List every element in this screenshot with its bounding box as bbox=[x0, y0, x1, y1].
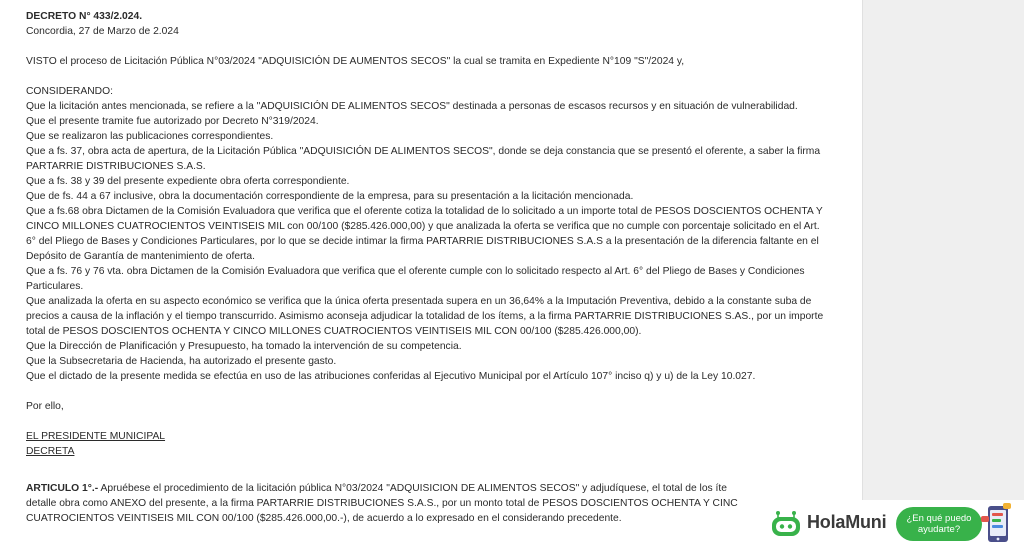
articulo-text: CUATROCIENTOS VEINTISEIS MIL CON 00/100 ($285.426.000,00.-), de acuerdo a lo expresado en el considerando precedente. bbox=[26, 513, 622, 524]
considerando-heading: CONSIDERANDO: bbox=[26, 86, 113, 97]
considerando-item: Que analizada la oferta en su aspecto económico se verifica que la única oferta presentada supera en un 36,64% a la Imputación Preventiva, debido a la constante suba de precios a causa de la inflación y el tiempo transcurrido. Asimismo aconseja adjudicar la totalidad de los ítems, a la firma PARTARRIE DISTRIBUCIONES S.AS., por un importe total de PESOS DOSCIENTOS OCHENTA Y CINCO MILLONES CUATROCIENTOS VEINTISEIS MIL CON 00/100 ($285.426.000,00). bbox=[26, 296, 824, 337]
considerando-item: Que a fs. 76 y 76 vta. obra Dictamen de la Comisión Evaluadora que verifica que el oferente cumple con lo solicitado respecto al Art. 6° del Pliego de Bases y Condiciones Particulares. bbox=[26, 266, 805, 292]
articulo-label: ARTICULO 1°.- bbox=[26, 483, 99, 494]
decreta-heading: DECRETA bbox=[26, 446, 75, 457]
articulo-1 bbox=[26, 481, 758, 496]
considerando-item: Que de fs. 44 a 67 inclusive, obra la documentación correspondiente de la empresa, para su presentación a la licitación mencionada. bbox=[26, 191, 634, 202]
page-background bbox=[863, 0, 1024, 555]
decree-number: DECRETO N° 433/2.024. bbox=[26, 11, 143, 22]
bubble-line: ayudarte? bbox=[917, 524, 961, 535]
place-date: Concordia, 27 de Marzo de 2.024 bbox=[26, 26, 179, 37]
phone-chat-icon bbox=[980, 502, 1012, 546]
articulo-text: detalle obra como ANEXO del presente, a la firma PARTARRIE DISTRIBUCIONES S.A.S., por un monto total de PESOS DOSCIENTOS OCHENTA Y CINC bbox=[26, 498, 738, 509]
visto-paragraph: VISTO el proceso de Licitación Pública N°03/2024 "ADQUISICIÓN DE AUMENTOS SECOS" la cual se tramita en Expediente N°109 "S"/2024 y, bbox=[26, 56, 685, 67]
robot-face-icon bbox=[770, 510, 802, 538]
considerando-item: Que la licitación antes mencionada, se refiere a la "ADQUISICIÓN DE ALIMENTOS SECOS" destinada a personas de escasos recursos y en situación de vulnerabilidad. bbox=[26, 101, 798, 112]
chat-prompt-bubble[interactable] bbox=[896, 507, 982, 541]
document-body bbox=[26, 9, 826, 526]
considerando-item: Que a fs. 38 y 39 del presente expediente obra oferta correspondiente. bbox=[26, 176, 350, 187]
considerando-item: Que a fs. 37, obra acta de apertura, de la Licitación Pública "ADQUISICIÓN DE ALIMENTOS SECOS", donde se deja constancia que se presentó el oferente, a saber la firma PARTARRIE DISTRIBUCIONES S.A.S. bbox=[26, 146, 821, 172]
considerando-item: Que el dictado de la presente medida se efectúa en uso de las atribuciones conferidas al Ejecutivo Municipal por el Artículo 107° inciso q) y u) de la Ley 10.027. bbox=[26, 371, 756, 382]
considerando-item: Que se realizaron las publicaciones correspondientes. bbox=[26, 131, 274, 142]
por-ello: Por ello, bbox=[26, 401, 64, 412]
considerando-item: Que el presente tramite fue autorizado por Decreto N°319/2024. bbox=[26, 116, 319, 127]
holamuni-chat-widget[interactable] bbox=[764, 500, 1024, 555]
bubble-line: ¿En qué puedo bbox=[906, 513, 972, 524]
holamuni-brand: HolaMuni bbox=[807, 512, 887, 532]
considerando-item: Que la Subsecretaria de Hacienda, ha autorizado el presente gasto. bbox=[26, 356, 337, 367]
considerando-item: Que a fs.68 obra Dictamen de la Comisión Evaluadora que verifica que el oferente cotiza la totalidad de lo solicitado a un importe total de PESOS DOSCIENTOS OCHENTA Y CINCO MILLONES CUATROCIENTOS VEINTISEIS MIL con 00/100 ($285.426.000,00) y que analizada la oferta se verifica que no cumple con porcentaje solicitado en el Art. 6° del Pliego de Bases y Condiciones Particulares, por lo que se decide intimar la firma PARTARRIE DISTRIBUCIONES S.A.S a la presentación de la diferencia faltante en el Depósito de Garantía de mantenimiento de oferta. bbox=[26, 206, 823, 262]
considerando-item: Que la Dirección de Planificación y Presupuesto, ha tomado la intervención de su competencia. bbox=[26, 341, 462, 352]
articulo-text: Apruébese el procedimiento de la licitación pública N°03/2024 "ADQUISICION DE ALIMENTOS SECOS" y adjudíquese, el total de los íte bbox=[98, 483, 728, 494]
president-heading: EL PRESIDENTE MUNICIPAL bbox=[26, 431, 166, 442]
